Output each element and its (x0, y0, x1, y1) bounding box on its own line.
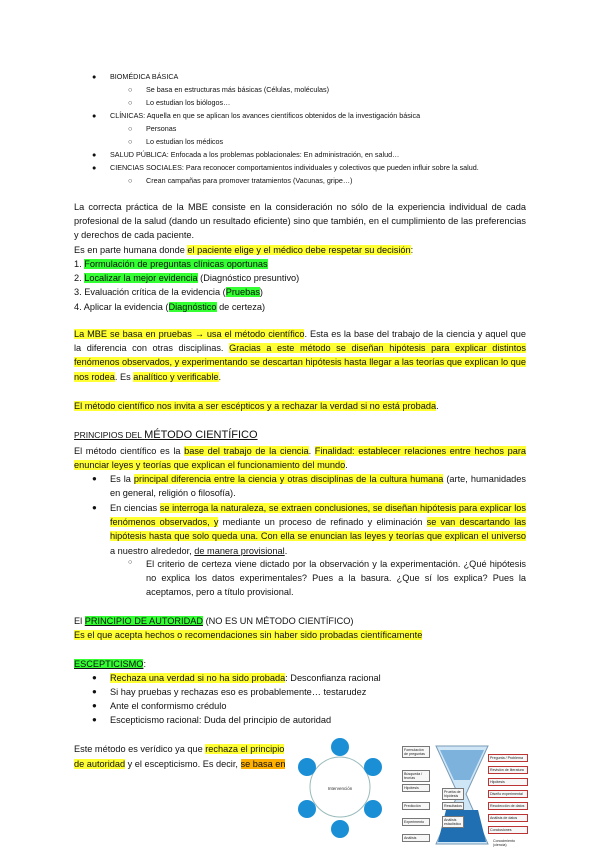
sub-bullet: ○ (128, 137, 133, 146)
sub-bullet: ○ (128, 98, 133, 107)
principios-sub: El criterio de certeza viene dictado por la observación y la experimentación. ¿Qué hipótesis no explica los datos experimentales? Pues a la basura. ¿Que sí los explica? Pues la aceptamos, pero a título provisional. (146, 559, 526, 598)
area-bullet: ● (92, 111, 97, 120)
mbe-paragraph: La correcta práctica de la MBE consiste en la consideración no sólo de la experiencia individual de cada profesional de la salud (dando un resultado eficiente) sino que también, en el cumplimiento de las preferencias y derechos de cada paciente. (74, 202, 526, 241)
final-paragraph: Este método es verídico ya que rechaza el principio de autoridad y el escepticismo. Es decir, se basa en (74, 744, 286, 769)
diagram-box: Análisis estadístico (442, 816, 464, 828)
metodo-escepticos-line: El método científico nos invita a ser escépticos y a rechazar la verdad si no está probada. (74, 401, 439, 411)
diagram-caption: Conocimiento (ciencia) (492, 838, 524, 848)
diagram-box: Prueba de hipótesis (442, 788, 464, 800)
diagram-box: Experimento (402, 818, 430, 826)
principios-bullet: En ciencias se interroga la naturaleza, se extraen conclusiones, se diseñan hipótesis para explicar los fenómenos observados, y mediante un proceso de refinado y eliminación se van descartando las hipótesis hasta que solo queda una. Con ella se enuncian las leyes y teorías que explican el universo a nuestro alrededor, de manera provisional. (110, 503, 526, 556)
area-desc: Para reconocer comportamientos individuales y colectivos que pueden influir sobre la salud. (185, 163, 479, 172)
cycle-node (298, 800, 316, 818)
step-item: 3. Evaluación crítica de la evidencia (Pruebas) (74, 287, 263, 298)
sub-bullet: ○ (128, 124, 133, 133)
area-sub: Personas (146, 124, 177, 133)
bullet-dot: ● (92, 687, 97, 696)
area-bullet: ● (92, 72, 97, 81)
area-title: BIOMÉDICA BÁSICA (110, 72, 179, 81)
cycle-node (331, 820, 349, 838)
mbe-humana-line: Es en parte humana donde el paciente elige y el médico debe respetar su decisión: (74, 245, 414, 255)
diagram-box: Hipótesis (402, 784, 430, 792)
cycle-node (331, 738, 349, 756)
diagram-box: Resultados (442, 802, 464, 810)
mbe-steps (74, 257, 526, 314)
area-desc: Enfocada a los problemas poblacionales: En administración, en salud… (170, 150, 400, 159)
diagram-box: Conclusiones (488, 826, 528, 834)
bullet-dot: ● (92, 715, 97, 724)
cycle-node (364, 800, 382, 818)
diagram-box: Hipótesis (488, 778, 528, 786)
step-item: 1. Formulación de preguntas clínicas oportunas (74, 259, 268, 269)
bullet-dot: ● (92, 474, 97, 483)
sub-bullet: ○ (128, 559, 133, 566)
area-line (110, 162, 479, 173)
diagram-box: Pregunta / Problema (488, 754, 528, 762)
escepticismo-item: Rechaza una verdad si no ha sido probada: Desconfianza racional (110, 673, 381, 683)
area-line (110, 110, 420, 121)
diagram-box: Diseño experimental (488, 790, 528, 798)
metodo-paragraph: La MBE se basa en pruebas → usa el método científico. Esta es la base del trabajo de la ciencia y aquel que la diferencia con otras disciplinas. Gracias a este método se diseñan hipótesis para explicar distintos fenómenos observados, y experimentando se descartan hipótesis hasta llegar a las teorías que explican lo que nos rodea. Es analítico y verificable. (74, 329, 526, 382)
diagram-box: Búsqueda / teorías (402, 770, 430, 782)
area-desc: Aquella en que se aplican los avances científicos obtenidos de la investigación básica (146, 111, 421, 120)
sub-bullet: ○ (128, 85, 133, 94)
step-item: 2. Localizar la mejor evidencia (Diagnóstico presuntivo) (74, 273, 300, 284)
cycle-node (298, 758, 316, 776)
area-sub: Lo estudian los biólogos… (146, 98, 231, 107)
diagram-box: Análisis de datos (488, 814, 528, 822)
diagram-box: Revisión de literatura (488, 766, 528, 774)
area-title: SALUD PÚBLICA: (110, 150, 169, 159)
autoridad-desc: Es el que acepta hechos o recomendaciones sin haber sido probadas científicamente (74, 630, 423, 640)
cycle-figure (290, 735, 390, 848)
area-title: CIENCIAS SOCIALES: (110, 163, 184, 172)
area-line (110, 149, 399, 160)
sub-bullet: ○ (128, 176, 133, 185)
bullet-dot: ● (92, 503, 97, 512)
step-item: 4. Aplicar la evidencia (Diagnóstico de certeza) (74, 301, 266, 312)
diagram-box: Recolección de datos (488, 802, 528, 810)
principios-paragraph: El método científico es la base del trabajo de la ciencia. Finalidad: establecer relaciones entre hechos para enunciar leyes y teorías que explican el funcionamiento del mundo. (74, 446, 527, 471)
bullet-dot: ● (92, 673, 97, 682)
escepticismo-item: Ante el conformismo crédulo (110, 701, 227, 711)
area-sub: Lo estudian los médicos (146, 137, 224, 146)
diagram-box: Predicción (402, 802, 430, 810)
diagram-box: Análisis (402, 834, 430, 842)
area-sub: Se basa en estructuras más básicas (Células, moléculas) (146, 85, 329, 94)
highlight-text: el paciente elige y el médico debe respetar su decisión (187, 245, 411, 255)
area-title: CLÍNICAS: (110, 111, 146, 120)
escepticismo-title: ESCEPTICISMO: (74, 659, 146, 669)
escepticismo-item: Si hay pruebas y rechazas eso es probablemente… testarudez (110, 687, 367, 697)
hourglass-figure (400, 740, 530, 848)
autoridad-title: El PRINCIPIO DE AUTORIDAD (NO ES UN MÉTODO CIENTÍFICO) (74, 616, 354, 626)
cycle-center-label: Intervención (327, 786, 353, 791)
diagram-box: Formulación de preguntas (402, 746, 430, 758)
cycle-node (364, 758, 382, 776)
principios-title: PRINCIPIOS DEL MÉTODO CIENTÍFICO (74, 429, 258, 441)
principios-bullet: Es la principal diferencia entre la ciencia y otras disciplinas de la cultura humana (arte, humanidades en general, religión o filosofía). (110, 474, 526, 499)
escepticismo-item: Escepticismo racional: Duda del principio de autoridad (110, 715, 332, 725)
area-sub: Crean campañas para promover tratamientos (Vacunas, gripe…) (146, 176, 353, 185)
area-bullet: ● (92, 150, 97, 159)
bullet-dot: ● (92, 701, 97, 710)
area-bullet: ● (92, 163, 97, 172)
